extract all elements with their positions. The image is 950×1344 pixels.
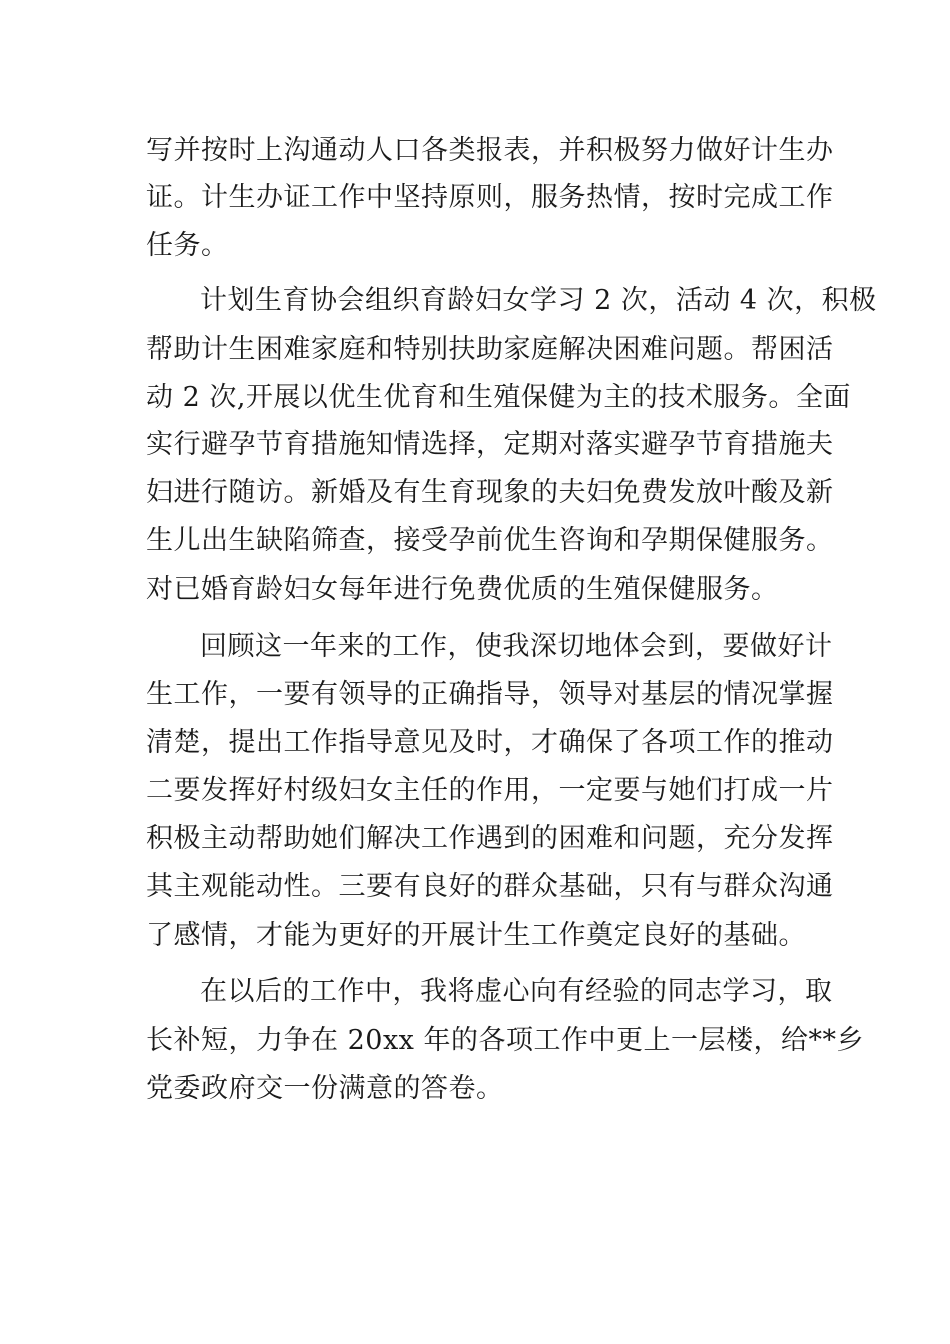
text-line: 实行避孕节育措施知情选择，定期对落实避孕节育措施夫 — [146, 429, 834, 460]
text-line: 长补短，力争在 20xx 年的各项工作中更上一层楼，给**乡 — [146, 1025, 864, 1056]
text-line: 证。计生办证工作中坚持原则，服务热情，按时完成工作 — [146, 182, 834, 213]
text-line: 任务。 — [146, 230, 229, 261]
paragraph-first-line: 在以后的工作中，我将虚心向有经验的同志学习，取 — [200, 976, 833, 1007]
text-line: 动 2 次,开展以优生优育和生殖保健为主的技术服务。全面 — [146, 382, 851, 413]
text-line: 积极主动帮助她们解决工作遇到的困难和问题，充分发挥 — [146, 823, 834, 854]
paragraph-first-line: 计划生育协会组织育龄妇女学习 2 次，活动 4 次，积极 — [200, 285, 877, 316]
paragraph-first-line: 回顾这一年来的工作，使我深切地体会到，要做好计 — [200, 631, 833, 662]
text-line: 写并按时上沟通动人口各类报表，并积极努力做好计生办 — [146, 135, 834, 166]
text-line: 生儿出生缺陷筛查，接受孕前优生咨询和孕期保健服务。 — [146, 525, 834, 556]
text-line: 帮助计生困难家庭和特别扶助家庭解决困难问题。帮困活 — [146, 334, 834, 365]
text-line: 其主观能动性。三要有良好的群众基础，只有与群众沟通 — [146, 871, 834, 902]
text-line: 二要发挥好村级妇女主任的作用，一定要与她们打成一片 — [146, 775, 834, 806]
text-line: 对已婚育龄妇女每年进行免费优质的生殖保健服务。 — [146, 574, 779, 605]
text-line: 清楚，提出工作指导意见及时，才确保了各项工作的推动 — [146, 727, 834, 758]
text-line: 党委政府交一份满意的答卷。 — [146, 1073, 504, 1104]
text-line: 妇进行随访。新婚及有生育现象的夫妇免费发放叶酸及新 — [146, 477, 834, 508]
text-line: 生工作，一要有领导的正确指导，领导对基层的情况掌握 — [146, 679, 834, 710]
text-line: 了感情，才能为更好的开展计生工作奠定良好的基础。 — [146, 920, 806, 951]
